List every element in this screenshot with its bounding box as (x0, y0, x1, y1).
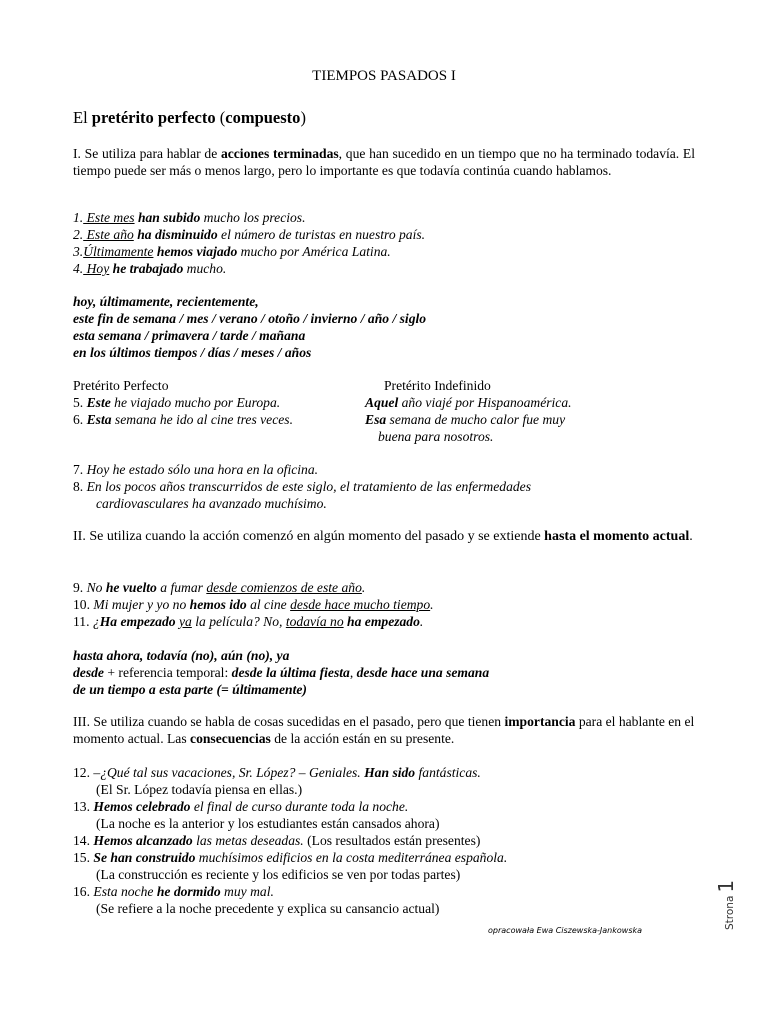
time-markers-1 (73, 293, 695, 361)
example-line (73, 596, 695, 613)
underlined-text: desde hace mucho tiempo (290, 597, 431, 612)
example-number: 4. (73, 261, 84, 276)
page-title: TIEMPOS PASADOS I (312, 68, 456, 84)
example-line (73, 226, 695, 243)
bold-text: Esa (365, 412, 387, 427)
marker-line: esta semana / primavera / tarde / mañana (73, 328, 306, 343)
marker-line: hasta ahora, todavía (no), aún (no), ya (73, 648, 290, 663)
bold-text: Hemos celebrado (93, 799, 191, 814)
bold-text: Esta (86, 412, 112, 427)
marker-line: de un tiempo a esta parte (= últimamente) (73, 682, 307, 697)
heading-text: ( (215, 108, 226, 127)
text: , (349, 665, 357, 680)
text: año viajé por Hispanoamérica. (398, 395, 572, 410)
text: las metas deseadas. (192, 833, 304, 848)
example-line (73, 849, 695, 866)
right-column-header: Pretérito Indefinido (384, 378, 491, 393)
example-number: 9. (73, 580, 87, 595)
example-line (73, 478, 695, 495)
example-line (73, 832, 695, 849)
example-number: 13. (73, 799, 94, 814)
example-note: (Se refiere a la noche precedente y explica su cansancio actual) (96, 901, 440, 916)
example-line (73, 883, 695, 900)
text: mucho por América Latina. (237, 244, 391, 259)
page-number-marker (714, 870, 746, 930)
heading-bold: pretérito perfecto (91, 108, 216, 127)
text: fantásticas. (415, 765, 481, 780)
text: . (430, 597, 434, 612)
text: el número de turistas en nuestro país. (217, 227, 426, 242)
text: buena para nosotros. (378, 429, 494, 444)
example-line (73, 209, 695, 226)
bold-text: han subido (134, 210, 201, 225)
bold-text: he vuelto (105, 580, 157, 595)
example-number: 12. (73, 765, 94, 780)
example-number: 8. (73, 479, 87, 494)
text: III. Se utiliza cuando se habla de cosas sucedidas en el pasado, pero que tienen (73, 714, 505, 729)
example-number: 6. (73, 412, 87, 427)
bold-text: Ha empezado (99, 614, 176, 629)
example-number: 2. (73, 227, 84, 242)
text: + referencia temporal: (103, 665, 232, 680)
left-column-header: Pretérito Perfecto (73, 378, 169, 393)
example-number: 15. (73, 850, 94, 865)
underlined-text: todavía no (285, 614, 344, 629)
example-list-3 (73, 764, 695, 917)
text: ¿ (92, 614, 100, 629)
example-number: 14. (73, 833, 94, 848)
page-number: 1 (714, 879, 738, 893)
example-line (73, 461, 695, 478)
text: semana de mucho calor fue muy (386, 412, 566, 427)
text: . (419, 614, 424, 629)
bold-text: hemos ido (189, 597, 247, 612)
underlined-text: Últimamente (83, 244, 154, 259)
bold-text: Aquel (365, 395, 399, 410)
bold-text: ha empezado (347, 614, 420, 629)
marker-line: en los últimos tiempos / días / meses / años (73, 345, 312, 360)
text: de la acción están en su presente. (270, 731, 455, 746)
comparison-headers (73, 377, 695, 394)
example-list-2 (73, 579, 695, 630)
text: semana he ido al cine tres veces. (111, 412, 293, 427)
time-markers-2 (73, 647, 695, 698)
example-list-1b (73, 461, 695, 512)
text: . (361, 580, 366, 595)
text: I. Se utiliza para hablar de (73, 146, 221, 161)
text: muchísimos edificios en la costa mediterránea española. (195, 850, 508, 865)
example-note: (La construcción es reciente y los edificios se ven por todas partes) (96, 867, 461, 882)
author-credit: opracowała Ewa Ciszewska-Jankowska (488, 926, 643, 935)
text: Hoy he estado sólo una hora en la oficina. (86, 462, 319, 477)
underlined-text: Hoy (83, 261, 110, 276)
text: (Los resultados están presentes) (303, 833, 481, 848)
text: muy mal. (220, 884, 274, 899)
comparison-row (73, 411, 695, 428)
bold-text: consecuencias (190, 731, 271, 746)
example-line-continued: cardiovasculares ha avanzado muchísimo. (96, 496, 327, 511)
example-line (73, 764, 695, 781)
bold-text: Han sido (364, 765, 416, 780)
example-line (73, 260, 695, 277)
text: el final de curso durante toda la noche. (190, 799, 409, 814)
paragraph-section-3 (73, 713, 695, 747)
marker-line (73, 664, 695, 681)
text: la película? No, (191, 614, 286, 629)
text: –¿Qué tal sus vacaciones, Sr. López? – Geniales. (93, 765, 365, 780)
example-note: (El Sr. López todavía piensa en ellas.) (96, 782, 303, 797)
bold-text: he dormido (156, 884, 221, 899)
bold-text: Se han construido (93, 850, 196, 865)
example-number: 11. (73, 614, 93, 629)
underlined-text: desde comienzos de este año (206, 580, 362, 595)
bold-text: hasta el momento actual (544, 529, 690, 544)
example-number: 1. (73, 210, 84, 225)
bold-text: desde (73, 665, 104, 680)
example-number: 3. (73, 244, 84, 259)
text: No (86, 580, 106, 595)
underlined-text: Este año (83, 227, 134, 242)
bold-text: Hemos alcanzado (93, 833, 193, 848)
heading-text: El (73, 108, 92, 127)
paragraph-section-2 (73, 528, 695, 546)
bold-text: ha disminuido (133, 227, 218, 242)
text: mucho los precios. (200, 210, 306, 225)
bold-text: importancia (504, 714, 576, 729)
page-label: Strona (724, 895, 736, 930)
text: al cine (246, 597, 291, 612)
underlined-text: Este mes (83, 210, 135, 225)
bold-text: he trabajado (109, 261, 184, 276)
text: Mi mujer y yo no (93, 597, 190, 612)
text: a fumar (156, 580, 207, 595)
text: he viajado mucho por Europa. (110, 395, 281, 410)
text: Esta noche (93, 884, 157, 899)
section-heading (73, 108, 306, 128)
heading-bold: compuesto (225, 108, 301, 127)
comparison-block (73, 377, 695, 445)
text: mucho. (183, 261, 227, 276)
text: , que han sucedido en un tiempo que no ha terminado todavía. El tiempo puede ser más o menos largo, pero lo importante es que todavía continúa cuando hablamos. (73, 146, 695, 178)
bold-text: desde hace una semana (356, 665, 490, 680)
bold-text: hemos viajado (153, 244, 238, 259)
heading-text: ) (300, 108, 306, 127)
text: En los pocos años transcurridos de este siglo, el tratamiento de las enfermedades (86, 479, 531, 494)
bold-text: desde la última fiesta (231, 665, 350, 680)
text: para el hablante en el momento actual. Las (73, 714, 695, 746)
bold-text: acciones terminadas (220, 146, 339, 161)
paragraph-section-1 (73, 145, 695, 179)
marker-line: este fin de semana / mes / verano / otoño / invierno / año / siglo (73, 311, 427, 326)
example-number: 16. (73, 884, 94, 899)
example-line (73, 798, 695, 815)
example-line (73, 243, 695, 260)
bold-text: Este (86, 395, 111, 410)
example-note: (La noche es la anterior y los estudiantes están cansados ahora) (96, 816, 440, 831)
example-line (73, 579, 695, 596)
underlined-text: ya (178, 614, 192, 629)
example-number: 5. (73, 395, 87, 410)
example-number: 10. (73, 597, 94, 612)
example-list-1 (73, 209, 695, 277)
text: . (689, 529, 693, 544)
comparison-row (73, 428, 695, 445)
comparison-row (73, 394, 695, 411)
example-number: 7. (73, 462, 87, 477)
text: II. Se utiliza cuando la acción comenzó en algún momento del pasado y se extiende (73, 529, 545, 544)
marker-line: hoy, últimamente, recientemente, (73, 294, 259, 309)
example-line (73, 613, 695, 630)
